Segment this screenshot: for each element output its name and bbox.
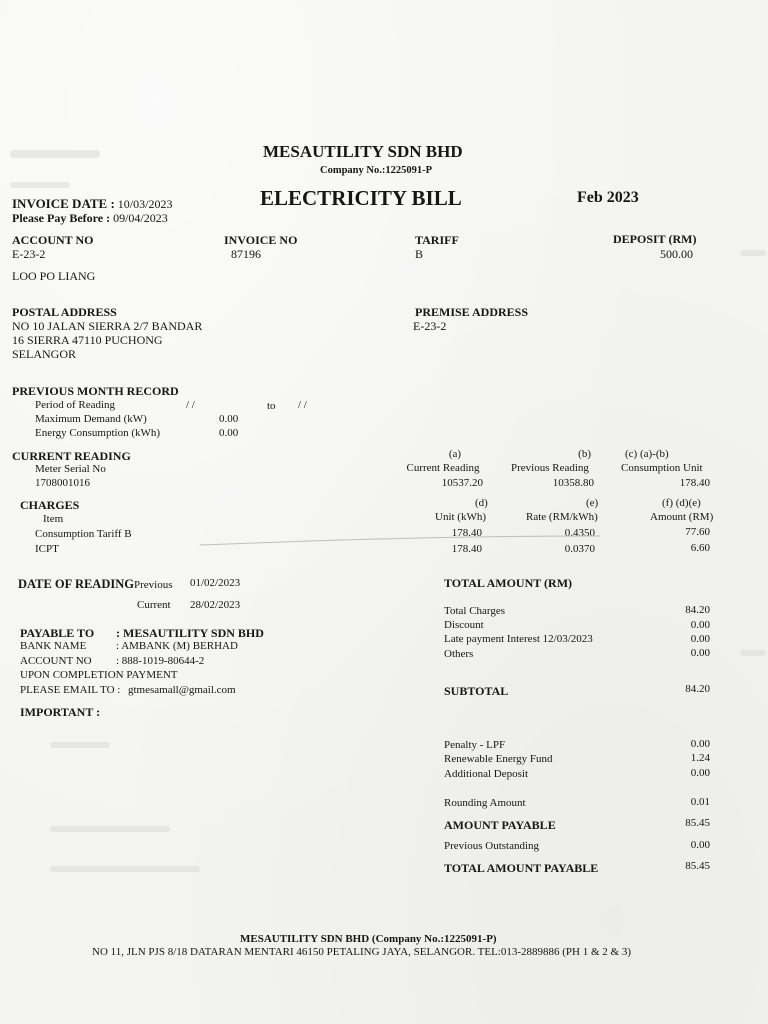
current-reading-value: 10537.20 [441, 477, 483, 489]
bleed-mark [10, 150, 100, 158]
company-name: MESAUTILITY SDN BHD [263, 142, 463, 161]
meter-serial-label: Meter Serial No [35, 463, 106, 475]
postal-address-line: 16 SIERRA 47110 PUCHONG [12, 333, 163, 347]
tariff: B [415, 247, 424, 261]
col-d-header: (d) [475, 497, 488, 509]
consumption-unit-value: 178.40 [679, 477, 710, 489]
completion-note: UPON COMPLETION PAYMENT [20, 669, 178, 681]
invoice-date-label: INVOICE DATE : [12, 196, 115, 211]
invoice-no: 87196 [231, 247, 261, 261]
bleed-mark [10, 182, 70, 188]
bank-name-label: BANK NAME [20, 640, 87, 652]
previous-date-label: Previous [133, 579, 173, 591]
rate-col-label: Rate (RM/kWh) [526, 511, 598, 523]
col-c-header: (c) (a)-(b) [625, 448, 669, 460]
tariff-label: TARIFF [415, 233, 459, 247]
renewable-fund-label: Renewable Energy Fund [444, 753, 553, 765]
charge-unit: 178.40 [451, 543, 482, 555]
others-label: Others [444, 648, 474, 660]
charge-item: ICPT [35, 543, 59, 555]
charge-unit: 178.40 [451, 527, 482, 539]
unit-col-label: Unit (kWh) [435, 511, 487, 523]
payment-email: gtmesamall@gmail.com [128, 684, 236, 696]
period-to-label: to [267, 400, 276, 412]
current-date-label: Current [137, 599, 171, 611]
previous-outstanding-label: Previous Outstanding [444, 840, 540, 852]
current-reading-label: CURRENT READING [12, 449, 131, 463]
charge-item: Consumption Tariff B [35, 528, 132, 540]
deposit-label: DEPOSIT (RM) [613, 232, 697, 246]
energy-consumption-label: Energy Consumption (kWh) [35, 427, 161, 439]
current-reading-date: 28/02/2023 [190, 599, 241, 611]
period-of-reading-label: Period of Reading [35, 399, 116, 411]
penalty-label: Penalty - LPF [444, 739, 506, 751]
invoice-date: 10/03/2023 [117, 197, 173, 211]
bank-account-label: ACCOUNT NO [20, 655, 92, 667]
deposit: 500.00 [660, 247, 693, 261]
bleed-mark [50, 866, 200, 872]
subtotal: 84.20 [685, 683, 710, 695]
total-charges: 84.20 [685, 604, 710, 616]
pay-before-row [12, 211, 168, 226]
total-amount-payable-label: TOTAL AMOUNT PAYABLE [444, 861, 599, 875]
discount-label: Discount [444, 619, 484, 631]
total-charges-label: Total Charges [444, 605, 506, 617]
footer-company: MESAUTILITY SDN BHD (Company No.:1225091-P) [240, 933, 497, 945]
rounding: 0.01 [690, 796, 710, 808]
max-demand: 0.00 [219, 413, 239, 425]
additional-deposit: 0.00 [690, 767, 710, 779]
subtotal-label: SUBTOTAL [444, 684, 509, 698]
customer-name: LOO PO LIANG [12, 269, 96, 283]
invoice-no-label: INVOICE NO [224, 233, 298, 247]
bank-account: : 888-1019-80644-2 [116, 655, 205, 667]
late-interest-label: Late payment Interest [444, 633, 540, 645]
date-of-reading-row [18, 577, 172, 592]
total-amount-label: TOTAL AMOUNT (RM) [444, 576, 573, 590]
previous-reading-value: 10358.80 [552, 477, 594, 489]
bleed-mark [50, 826, 170, 832]
period-to: / / [298, 399, 307, 411]
meter-serial-no: 1708001016 [35, 477, 90, 489]
date-of-reading-label: DATE OF READING [18, 577, 134, 591]
account-no-label: ACCOUNT NO [12, 233, 94, 247]
invoice-date-row [12, 196, 172, 212]
bleed-mark [50, 742, 110, 748]
period-from: / / [186, 399, 195, 411]
total-amount-payable: 85.45 [685, 860, 710, 872]
discount: 0.00 [690, 619, 710, 631]
previous-outstanding: 0.00 [690, 839, 710, 851]
charge-amount: 6.60 [690, 542, 710, 554]
postal-address-line: SELANGOR [12, 347, 77, 361]
postal-address-label: POSTAL ADDRESS [12, 305, 117, 319]
col-f-header: (f) (d)(e) [662, 497, 701, 509]
charge-rate: 0.0370 [564, 543, 595, 555]
charge-amount: 77.60 [685, 526, 710, 538]
consumption-unit-col-label: Consumption Unit [621, 462, 703, 474]
amount-col-label: Amount (RM) [650, 511, 714, 523]
rounding-label: Rounding Amount [444, 797, 526, 809]
others: 0.00 [690, 647, 710, 659]
pay-before-label: Please Pay Before : [12, 211, 111, 225]
bill-period: Feb 2023 [577, 189, 639, 206]
important-label: IMPORTANT : [20, 705, 101, 719]
previous-month-label: PREVIOUS MONTH RECORD [12, 384, 179, 398]
col-e-header: (e) [586, 497, 599, 509]
additional-deposit-label: Additional Deposit [444, 768, 529, 780]
payable-to-label: PAYABLE TO [20, 626, 95, 640]
payable-to: : MESAUTILITY SDN BHD [116, 626, 264, 640]
bank-name: : AMBANK (M) BERHAD [116, 640, 238, 652]
renewable-fund: 1.24 [690, 752, 710, 764]
max-demand-label: Maximum Demand (kW) [35, 413, 147, 425]
amount-payable: 85.45 [685, 817, 710, 829]
amount-payable-label: AMOUNT PAYABLE [444, 818, 556, 832]
energy-consumption: 0.00 [219, 427, 239, 439]
previous-reading-col-label: Previous Reading [511, 462, 589, 474]
item-col-label: Item [43, 513, 64, 525]
col-b-header: (b) [578, 448, 591, 460]
company-number: Company No.:1225091-P [320, 165, 432, 176]
bleed-mark [740, 650, 766, 656]
charge-rate: 0.4350 [564, 527, 595, 539]
late-interest: 0.00 [690, 633, 710, 645]
late-interest-date: 12/03/2023 [542, 633, 593, 645]
charges-label: CHARGES [20, 498, 80, 512]
previous-reading-date: 01/02/2023 [190, 577, 241, 589]
postal-address-line: NO 10 JALAN SIERRA 2/7 BANDAR [12, 319, 203, 333]
bill-title: ELECTRICITY BILL [260, 186, 462, 210]
bleed-mark [740, 250, 766, 256]
footer-address: NO 11, JLN PJS 8/18 DATARAN MENTARI 46150 PETALING JAYA, SELANGOR. TEL:013-2889886 (PH 1 & 2 & 3) [92, 946, 632, 958]
pay-before-date: 09/04/2023 [113, 211, 168, 225]
current-reading-col-label: Current Reading [406, 462, 480, 474]
premise-address: E-23-2 [413, 319, 447, 333]
premise-address-label: PREMISE ADDRESS [415, 305, 529, 319]
late-interest-row [444, 633, 593, 645]
account-no: E-23-2 [12, 247, 46, 261]
penalty: 0.00 [690, 738, 710, 750]
col-a-header: (a) [448, 448, 462, 460]
scan-streak [0, 528, 768, 558]
email-label: PLEASE EMAIL TO : [20, 684, 121, 696]
